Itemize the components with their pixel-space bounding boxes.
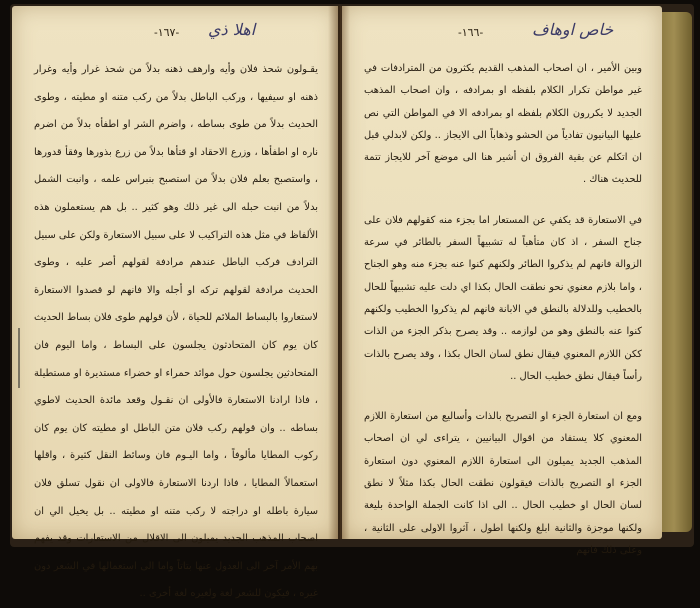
book-gutter [328, 6, 350, 539]
page-edges [662, 12, 692, 532]
right-page-number: -١٦٦- [458, 26, 484, 39]
book-spread [10, 4, 694, 600]
right-paragraph: ومع ان استعارة الجزء او التصريح بالذات وأساليع من استعارة اللازم المعنوي كلا يستفاد من اقوال البيانيين ، يتراءى لي ان اصحاب المذهب الجديد يميلون الى استعارة اللازم المعنوي دون استعارة الجزء او التصريح بالذات فيقولون نطقت الحال بكذا مثلاً لا نطق لسان الحال او خطيب الحال .. الى اذا كانت الجملة الواحدة بليغة ولكنها موجزة والثانية ابلغ ولكنها اطول ، آثروا الاولى على الثانية ، وعلى ذلك فانهم [364, 411, 642, 556]
left-page-body [34, 56, 318, 608]
left-page [12, 6, 338, 600]
right-page [342, 6, 662, 556]
pencil-margin-mark [18, 328, 20, 388]
right-page-header [342, 20, 662, 50]
right-paragraph: وبين الأمير ، ان اصحاب المذهب القديم يكثرون من المترادفات في غير مواطن تكرار الكلام بلفظه او بمرادفه ، وان اصحاب المذهب الجديد لا يكررون الكلام بلفظه او بمرادفه الا في المواطن التي نص عليها البيانيون تفادياً من الحشو وذهاباً الى الايجاز .. ولكن لابدلي قبل ان اتكلم عن بقية الفروق ان أشير هنا الى موضع آخر للايجاز تتمة للحديث هناك . [364, 63, 642, 186]
left-page-number: -١٦٧- [154, 26, 180, 39]
right-handwritten-note: خاص اوهاف [532, 20, 614, 39]
right-page-body [364, 58, 642, 562]
right-paragraph: في الاستعارة قد يكفي عن المستعار اما بجزء منه كقولهم فلان على جناح السفر ، اذ كان متأهباً له تشبيهاً السفر بالطائر في سرعة الزوالة فانهم لم يذكروا الطائر ولكنهم كنوا عنه بجزء منه وهو الجناح ، واما بلازم معنوي نحو نطقت الحال بكذا اي دلت عليه تشبيهاً للحال بالخطيب وللدلالة بالنطق في الابانة فانهم لم يذكروا الخطيب ولكنهم كنوا عنه بالنطق وهو من لوازمه .. وقد يصرح بذكر الجزء من الذات ككن اللازم المعنوي فيقال نطق لسان الحال بكذا ، وقد يصرح بالذات رأساً فيقال نطق خطيب الحال .. [364, 214, 642, 382]
left-page-header [12, 20, 338, 50]
left-paragraph: يقـولون شحذ فلان وأيه وارهف ذهنه بدلاً من شحذ غرار وأيه وغرار ذهنه او سيفيها ، وركب الباطل بدلاً من ركب متنه او مطيته ، وطوى الحديث بدلاً من طوى بساطه ، واضرم الشر او اطفأه بدلاً من اضرم ناره او اطفأها ، وزرع الاحقاد او قتأها بدلاً من زرع بذورها وفقأ قدورها ، واستصبح بعلم فلان بدلاً من استصبح بنبراس علمه ، وانبت الشمل بدلاً من انبت حبله الى غير ذلك وهو كثير .. بل هم يستعملون هذه الألفاظ في مثل هذه التراكيب لا على سبيل الاستعارة ولكن على سبيل الترادف فركب الباطل عندهم مرادفة لقولهم أصر عليه ، وطوى الحديث مرادفة لقولهم تركه او أجله والا فانهم لو قصدوا الاستعارة لاستعاروا بالبساط الملائم للحياة ، لأن قولهم طوى فلان بساط الحديث كان يوم كان المتحادثون يجلسون على البساط ، واما اليوم فان المتحادثين يجلسون حول موائد حمراء او خضراء مستديرة او مستطيلة ، فاذا ارادنا الاستعارة فالأولى ان نقـول وقعد مائدة الحديث لاطوي بساطه .. وان قولهم ركب فلان متن الباطل او مطيته كان يوم كان ركوب المطايا مألوفاً ، واما اليـوم فان وسائط النقل كثيرة ، واقلها استعمالاً المطايا ، فاذا اردنا الاستعارة فالاولى ان نقول تسلق فلان سيارة باطله او دراجته لا ركب متنه او مطيته .. بل يخيل الي ان اصحاب المذهب الجديد يميلون الى الاقلال من الاستعارات وقد يفهم بهم الأمر آخر الى العدول عنها بتاتاً واما الى استعمالها في الشعر دون غيره ، فيكون للشعر لغة ولغيره لغة أخرى .. [34, 64, 318, 600]
left-handwritten-note: اهلا ذي [208, 20, 256, 39]
